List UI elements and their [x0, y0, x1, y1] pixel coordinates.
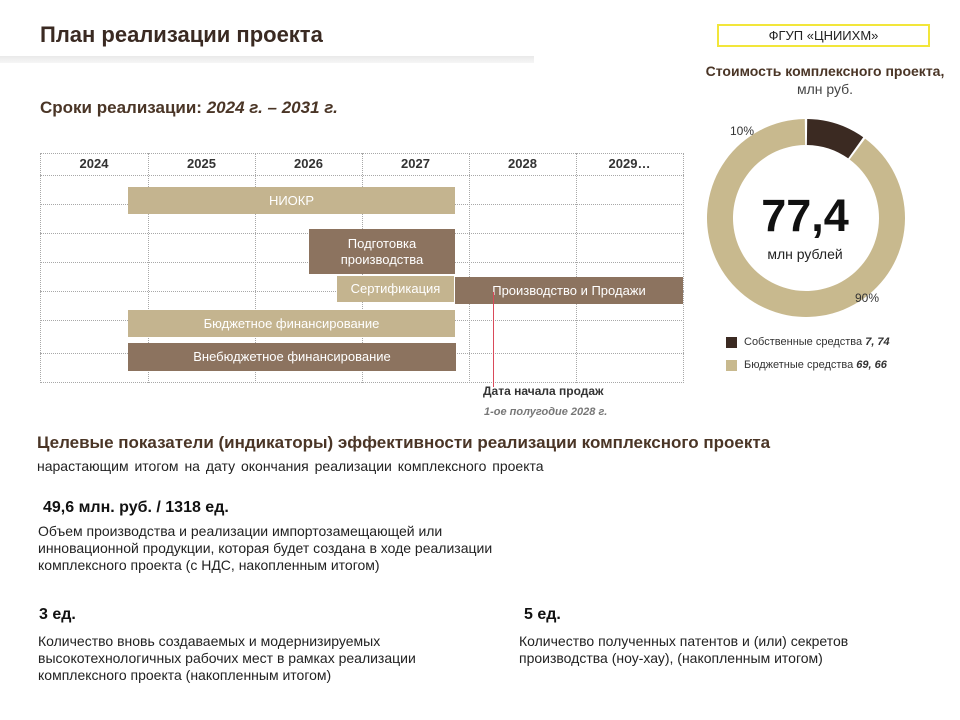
- kpi-description: Количество полученных патентов и (или) секретов производства (ноу-хау), (накопленным итогом): [519, 633, 849, 666]
- year-label: 2029…: [608, 156, 651, 171]
- grid-line: [683, 153, 684, 383]
- donut-total-unit: млн рублей: [767, 246, 843, 262]
- donut-total-value: 77,4: [761, 190, 849, 241]
- kpi-description: Объем производства и реализации импортозамещающей или инновационной продукции, которая будет создана в ходе реализации комплексного проекта (с НДС, накопленным итогом): [38, 523, 493, 573]
- task-bar-offbudget-financing: Внебюджетное финансирование: [128, 343, 456, 371]
- gantt-chart: [40, 153, 684, 383]
- kpi-section-subtitle: нарастающим итогом на дату окончания реализации комплексного проекта: [37, 458, 544, 474]
- kpi-value: 49,6 млн. руб. / 1318 ед.: [43, 499, 229, 516]
- title-underline: [0, 56, 534, 63]
- slice-percent-label: 90%: [855, 291, 880, 305]
- kpi-value: 5 ед.: [524, 606, 561, 623]
- cost-unit: млн руб.: [796, 81, 854, 97]
- period-heading: [40, 98, 338, 118]
- sale-start-date: 1-ое полугодие 2028 г.: [484, 406, 608, 418]
- kpi-value: 3 ед.: [39, 606, 76, 623]
- year-label: 2024: [79, 156, 109, 171]
- kpi-section-title: Целевые показатели (индикаторы) эффективности реализации комплексного проекта: [37, 433, 771, 452]
- task-bar-production-sales: Производство и Продажи: [455, 277, 683, 304]
- legend-label: Бюджетные средства: [744, 359, 857, 371]
- task-bar-budget-financing: Бюджетное финансирование: [128, 310, 455, 337]
- sale-start-marker: [493, 292, 494, 387]
- legend-label: Собственные средства: [744, 336, 866, 348]
- cost-title-text: Стоимость комплексного проекта,: [705, 63, 945, 79]
- task-bar-certification: Сертификация: [337, 276, 454, 302]
- donut-slice-0: [807, 119, 863, 158]
- task-bar-rnd: НИОКР: [128, 187, 455, 214]
- year-label: 2027: [401, 156, 430, 171]
- legend-item-budget-funds: [726, 359, 887, 371]
- year-label: 2026: [294, 156, 323, 171]
- legend-item-own-funds: [726, 336, 890, 348]
- grid-line: [40, 153, 41, 383]
- period-value: 2024 г. – 2031 г.: [206, 98, 338, 117]
- legend-value: 69, 66: [856, 359, 887, 371]
- kpi-description: Количество вновь создаваемых и модернизируемых высокотехнологичных рабочих мест в рамках реализации комплексного проекта (накопленным итогом): [38, 633, 416, 683]
- cost-title: [705, 62, 945, 98]
- grid-line: [576, 153, 577, 383]
- page-title: План реализации проекта: [40, 22, 323, 47]
- year-label: 2025: [187, 156, 216, 171]
- year-label: 2028: [508, 156, 537, 171]
- legend-value: 7, 74: [865, 336, 890, 348]
- sale-start-label: Дата начала продаж: [483, 384, 604, 398]
- task-bar-production-prep: Подготовка производства: [309, 229, 455, 274]
- grid-line: [469, 153, 470, 383]
- period-label: Сроки реализации:: [40, 98, 207, 117]
- slice-percent-label: 10%: [730, 124, 755, 138]
- legend-swatch: [726, 360, 737, 371]
- legend-swatch: [726, 337, 737, 348]
- organization-badge: ФГУП «ЦНИИХМ»: [717, 24, 930, 47]
